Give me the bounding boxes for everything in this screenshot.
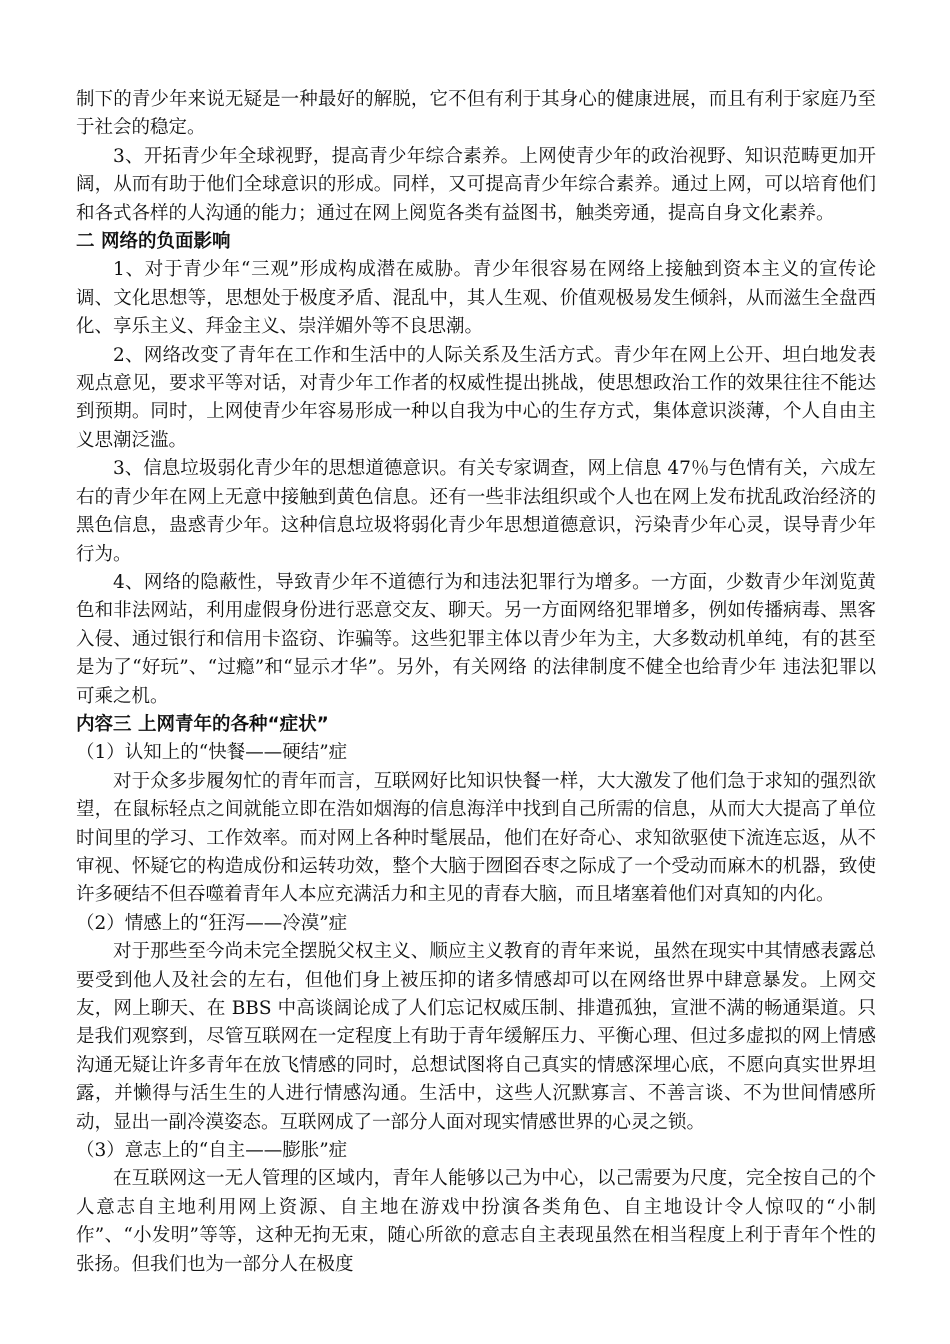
subsection-heading: （1）认知上的“快餐——硬结”症	[76, 742, 348, 764]
paragraph: 1、对于青少年“三观”形成构成潜在威胁。青少年很容易在网络上接触到资本主义的宣传论调、文化思想等，思想处于极度矛盾、混乱中，其人生观、价值观极易发生倾斜，从而滋生全盘西化、享乐主义、拜金主义、崇洋媚外等不良思潮。	[76, 259, 876, 338]
paragraph: 在互联网这一无人管理的区域内，青年人能够以己为中心，以己需要为尺度，完全按自己的个人意志自主地利用网上资源、自主地在游戏中扮演各类角色、自主地设计令人惊叹的“小制作”、“小发明”等等，这种无拘无束，随心所欲的意志自主表现虽然在相当程度上利于青年个性的张扬。但我们也为一部分人在极度	[76, 1168, 876, 1275]
paragraph: 4、网络的隐蔽性，导致青少年不道德行为和违法犯罪行为增多。一方面，少数青少年浏览黄 色和非法网站，利用虚假身份进行恶意交友、聊天。另一方面网络犯罪增多，例如传播病毒、黑客入侵、通过银行和信用卡盗窃、诈骗等。这些犯罪主体以青少年为主，大多数动机单纯，有的甚至是为了“好玩”、“过瘾”和“显示才华”。另外，有关网络 的法律制度不健全也给青少年 违法犯罪以可乘之机。	[76, 571, 876, 707]
paragraph: 3、开拓青少年全球视野，提高青少年综合素养。上网使青少年的政治视野、知识范畴更加开阔，从而有助于他们全球意识的形成。同样，又可提高青少年综合素养。通过上网，可以培育他们和各式各样的人沟通的能力；通过在网上阅览各类有益图书，触类旁通，提高自身文化素养。	[76, 145, 876, 224]
paragraph: 对于众多步履匆忙的青年而言，互联网好比知识快餐一样，大大激发了他们急于求知的强烈欲望，在鼠标轻点之间就能立即在浩如烟海的信息海洋中找到自己所需的信息，从而大大提高了单位时间里的学习、工作效率。而对网上各种时髦展品，他们在好奇心、求知欲驱使下流连忘返，从不审视、怀疑它的构造成份和运转功效，整个大脑于囫囵吞枣之际成了一个受动而麻木的机器，致使许多硬结不但吞噬着青年人本应充满活力和主见的青春大脑，而且堵塞着他们对真知的内化。	[76, 770, 876, 906]
section-heading: 二 网络的负面影响	[76, 231, 231, 253]
subsection-heading: （3）意志上的“自主——膨胀”症	[76, 1140, 348, 1162]
paragraph: 制下的青少年来说无疑是一种最好的解脱，它不但有利于其身心的健康进展，而且有利于家庭乃至于社会的稳定。	[76, 89, 876, 139]
section-heading: 内容三 上网青年的各种“症状”	[76, 713, 329, 735]
paragraph: 对于那些至今尚未完全摆脱父权主义、顺应主义教育的青年来说，虽然在现实中其情感表露总要受到他人及社会的左右，但他们身上被压抑的诸多情感却可以在网络世界中肆意暴发。上网交友，网上聊天、在 BBS 中高谈阔论成了人们忘记权威压制、排遣孤独，宣泄不满的畅通渠道。只是我们观察到，尽管互联网在一定程度上有助于青年缓解压力、平衡心理、但过多虚拟的网上情感沟通无疑让许多青年在放飞情感的同时，总想试图将自己真实的情感深埋心底，不愿向真实世界坦露，并懒得与活生生的人进行情感沟通。生活中，这些人沉默寡言、不善言谈、不为世间情感所动，显出一副冷漠姿态。互联网成了一部分人面对现实情感世界的心灵之锁。	[76, 941, 876, 1133]
subsection-heading: （2）情感上的“狂泻——冷漠”症	[76, 912, 348, 934]
document-page	[76, 86, 876, 1279]
paragraph: 3、信息垃圾弱化青少年的思想道德意识。有关专家调查，网上信息 47％与色情有关，六成左右的青少年在网上无意中接触到黄色信息。还有一些非法组织或个人也在网上发布扰乱政治经济的黑色信息，蛊惑青少年。这种信息垃圾将弱化青少年思想道德意识，污染青少年心灵，误导青少年行为。	[76, 458, 876, 565]
paragraph: 2、网络改变了青年在工作和生活中的人际关系及生活方式。青少年在网上公开、坦白地发表观点意见，要求平等对话，对青少年工作者的权威性提出挑战，使思想政治工作的效果往往不能达到预期。同时，上网使青少年容易形成一种以自我为中心的生存方式，集体意识淡薄，个人自由主义思潮泛滥。	[76, 344, 876, 451]
